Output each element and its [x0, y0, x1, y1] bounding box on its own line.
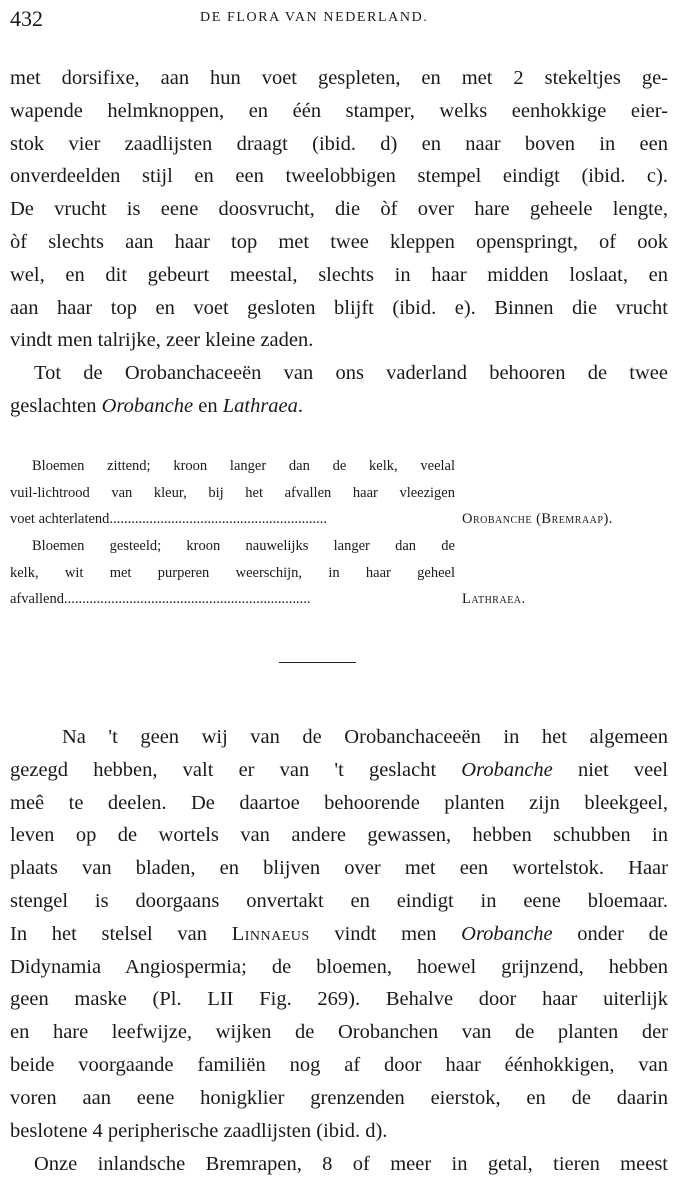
text-line: geen maske (Pl. LII Fig. 269). Behalve door haar uiterlijk: [10, 988, 668, 1011]
genus-name: Orobanche: [101, 394, 194, 417]
text-run: geslachten: [10, 394, 102, 417]
text-line: [10, 754, 668, 787]
text-run: vindt men: [309, 922, 462, 945]
key-line: [10, 453, 668, 480]
text-line: meê te deelen. De daartoe behoorende planten zijn bleekgeel,: [10, 791, 668, 814]
text-run: gezegd hebben, valt er van 't geslacht: [10, 758, 462, 781]
running-title: DE FLORA VAN NEDERLAND.: [200, 10, 429, 25]
key-leader-dots: ............................................................: [109, 511, 327, 528]
text-line: òf slechts aan haar top met twee kleppen openspringt, of ook: [10, 230, 668, 253]
text-line: wel, en dit gebeurt meestal, slechts in haar midden loslaat, en: [10, 263, 668, 286]
key-result: Orobanche (Bremraap).: [462, 511, 613, 528]
text-line: stok vier zaadlijsten draagt (ibid. d) en naar boven in een: [10, 132, 668, 155]
text-line: leven op de wortels van andere gewassen, hebben schubben in: [10, 824, 668, 847]
page-number: 432: [10, 6, 43, 31]
text-line: stengel is doorgaans onvertakt en eindigt in eene bloemaar.: [10, 889, 668, 912]
text-run: niet veel: [552, 758, 668, 781]
text-run: en: [193, 394, 223, 417]
key-last-text: afvallend: [10, 591, 64, 608]
text-line: Na 't geen wij van de Orobanchaceeën in het algemeen: [62, 726, 668, 748]
text-run: In het stelsel van: [10, 922, 232, 945]
key-last-text: voet achterlatend: [10, 511, 110, 528]
text-run: onder de: [552, 922, 668, 945]
text-line: Didynamia Angiospermia; de bloemen, hoewel grijnzend, hebben: [10, 955, 668, 978]
text-line: wapende helmknoppen, en één stamper, welks eenhokkige eier-: [10, 99, 668, 122]
text-line: aan haar top en voet gesloten blijft (ibid. e). Binnen die vrucht: [10, 296, 668, 319]
text-line: beide voorgaande familiën nog af door haar éénhokkigen, van: [10, 1053, 668, 1076]
section-divider: [279, 662, 356, 663]
key-text: Bloemen zittend; kroon langer dan de kelk, veelal: [32, 458, 455, 474]
text-line: Tot de Orobanchaceeën van ons vaderland behooren de twee: [34, 362, 668, 384]
genus-name: Lathraea: [222, 394, 298, 417]
text-line: [10, 390, 668, 423]
key-text: [10, 586, 455, 613]
genus-name: Orobanche: [461, 922, 553, 945]
text-line: en hare leefwijze, wijken de Orobanchen van de planten der: [10, 1021, 668, 1044]
text-line: beslotene 4 peripherische zaadlijsten (ibid. d).: [10, 1119, 388, 1142]
key-line: [10, 533, 668, 560]
key-text: kelk, wit met purperen weerschijn, in haar geheel: [10, 564, 455, 581]
paragraph-1: [10, 62, 668, 357]
paragraph-2: [10, 357, 668, 423]
key-result: Lathraea.: [462, 591, 526, 608]
key-text: vuil-lichtrood van kleur, bij het afvallen haar vleezigen: [10, 484, 455, 501]
key-leader-dots: ....................................................................: [63, 591, 311, 608]
text-line: plaats van bladen, en blijven over met een wortelstok. Haar: [10, 857, 668, 880]
key-line: [10, 506, 668, 533]
text-line: Onze inlandsche Bremrapen, 8 of meer in getal, tieren meest: [34, 1153, 668, 1175]
genus-name: Orobanche: [461, 758, 553, 781]
author-name: Linnaeus: [231, 922, 310, 945]
key-line: [10, 560, 668, 587]
key-line: [10, 586, 668, 613]
text-run: .: [297, 394, 304, 417]
paragraph-4: [10, 1148, 668, 1181]
key-text: [10, 506, 455, 533]
text-line: [10, 918, 668, 951]
paragraph-3: [10, 721, 668, 1147]
key-text: Bloemen gesteeld; kroon nauwelijks langer dan de: [32, 538, 455, 555]
text-line: met dorsifixe, aan hun voet gespleten, en met 2 stekeltjes ge-: [10, 67, 668, 89]
text-line: De vrucht is eene doosvrucht, die òf over hare geheele lengte,: [10, 198, 668, 221]
text-line: voren aan eene honigklier grenzenden eierstok, en de daarin: [10, 1086, 668, 1109]
text-line: vindt men talrijke, zeer kleine zaden.: [10, 329, 314, 352]
page-header: [10, 6, 670, 32]
identification-key: [10, 453, 668, 613]
text-line: onverdeelden stijl en een tweelobbigen stempel eindigt (ibid. c).: [10, 165, 668, 188]
key-line: [10, 480, 668, 507]
